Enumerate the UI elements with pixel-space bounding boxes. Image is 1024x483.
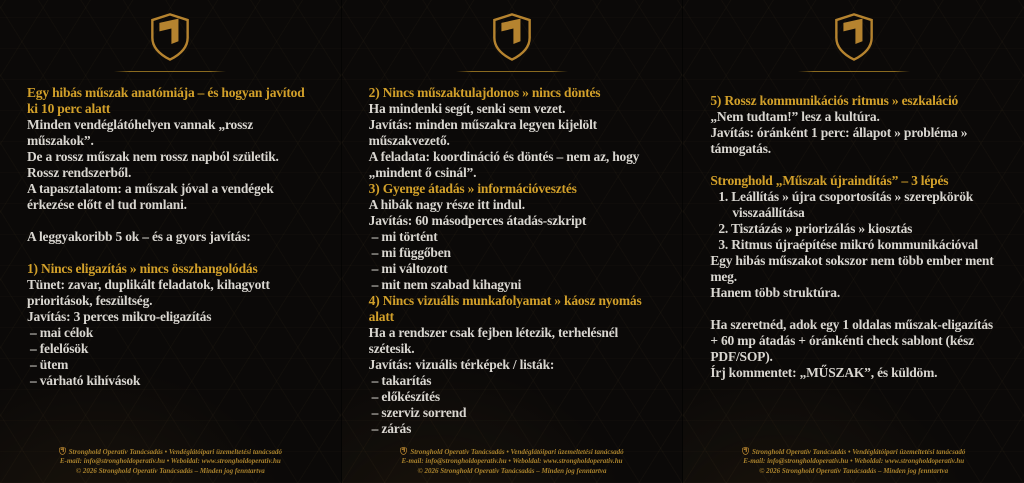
panel-content [0,72,341,389]
paragraph-line: „Nem tudtam!” lesz a kultúra. [710,109,880,124]
dash-list-item: – mit nem szabad kihagyni [371,277,522,292]
panel-header [342,0,683,72]
paragraph-line: Írj kommentet: „MŰSZAK”, és küldöm. [710,365,938,380]
footer-shield-icon [742,447,749,455]
dash-list-item: – mi függőben [371,245,451,260]
dash-list-item: – mi történt [371,229,438,244]
spacer [710,301,1000,317]
panel-footer [683,447,1024,477]
dash-list-item: – mai célok [30,325,94,340]
paragraph-line: A leggyakoribb 5 ok – és a gyors javítás: [27,229,251,244]
section-heading: Egy hibás műszak anatómiája – és hogyan javítod ki 10 perc alatt [27,85,305,116]
spacer [710,157,1000,173]
paragraph-line: Javítás: minden műszakra legyen kijelölt műszakvezető. [368,117,597,148]
panel-header [683,0,1024,72]
spacer [27,213,317,229]
paragraph-line: Ha mindenki segít, senki sem vezet. [368,101,566,116]
paragraph-line: A tapasztalatom: a műszak jóval a vendégek érkezése előtt el tud romlani. [27,181,274,212]
footer-shield-icon [400,447,407,455]
dash-list-item: – zárás [371,421,412,436]
paragraph-line: Rossz rendszerből. [27,165,132,180]
numbered-list-item: 2. Tisztázás » priorizálás » kiosztás [718,221,913,236]
paragraph-line: Ha a rendszer csak fejben létezik, terhelésnél szétesik. [368,325,619,356]
panel-2 [341,0,683,483]
section-heading: 5) Rossz kommunikációs ritmus » eszkaláció [710,93,959,108]
dash-list-item: – ütem [30,357,69,372]
panel-3 [682,0,1024,483]
dash-list-item: – felelősök [30,341,89,356]
numbered-list-item: 3. Ritmus újraépítése mikró kommunikációval [718,237,978,252]
footer-contact-line: E-mail: info@strongholdoperativ.hu • Weboldal: www.strongholdoperativ.hu [59,457,281,465]
dash-list-item: – várható kihívások [30,373,141,388]
footer-brand-line: Stronghold Operatív Tanácsadás • Vendéglátóipari üzemeltetési tanácsadó [751,447,966,456]
paragraph-line: Minden vendéglátóhelyen vannak „rossz műszakok”. [27,117,254,148]
footer-brand-line-wrap [683,447,1024,458]
stronghold-shield-logo [489,13,535,61]
footer-brand-line-wrap [342,447,683,458]
paragraph-line: Javítás: 3 perces mikro-eligazítás [27,309,212,324]
footer-contact-line: E-mail: info@strongholdoperativ.hu • Weboldal: www.strongholdoperativ.hu [743,457,965,465]
dash-list-item: – előkészítés [371,389,440,404]
paragraph-line: Ha szeretnéd, adok egy 1 oldalas műszak-eligazítás + 60 mp átadás + óránkénti check sablont (kész PDF/SOP). [710,317,993,364]
footer-copyright-line: © 2026 Stronghold Operatív Tanácsadás – Minden jog fenntartva [75,466,265,475]
panel-header [0,0,341,72]
footer-copyright-line: © 2026 Stronghold Operatív Tanácsadás – Minden jog fenntartva [417,466,607,475]
footer-brand-line: Stronghold Operatív Tanácsadás • Vendéglátóipari üzemeltetési tanácsadó [68,447,283,456]
stronghold-shield-logo [147,13,193,61]
panel-content [342,72,683,437]
panel-footer [342,447,683,477]
paragraph-line: Hanem több struktúra. [710,285,841,300]
footer-brand-line-wrap [0,447,341,458]
paragraph-line: Javítás: 60 másodperces átadás-szkript [368,213,587,228]
panel-1 [0,0,341,483]
footer-copyright-line: © 2026 Stronghold Operatív Tanácsadás – Minden jog fenntartva [759,466,949,475]
paragraph-line: Egy hibás műszakot sokszor nem több ember ment meg. [710,253,994,284]
spacer [27,245,317,261]
section-heading: 1) Nincs eligazítás » nincs összhangolódás [27,261,258,276]
paragraph-line: De a rossz műszak nem rossz napból születik. [27,149,279,164]
stronghold-shield-logo [831,13,877,61]
dash-list-item: – mi változott [371,261,448,276]
paragraph-line: Javítás: vizuális térképek / listák: [368,357,555,372]
paragraph-line: A feladata: koordináció és döntés – nem az, hogy „mindent ő csinál”. [368,149,640,180]
numbered-list-item: 1. Leállítás » újra csoportosítás » szerepkörök visszaállítása [718,189,974,220]
panel-content [683,72,1024,381]
paragraph-line: A hibák nagy része itt indul. [368,197,525,212]
section-heading: 3) Gyenge átadás » információvesztés [368,181,577,196]
section-heading: 4) Nincs vizuális munkafolyamat » káosz nyomás alatt [368,293,642,324]
panel-footer [0,447,341,477]
paragraph-line: Javítás: óránként 1 perc: állapot » probléma » támogatás. [710,125,968,156]
dash-list-item: – szerviz sorrend [371,405,467,420]
footer-contact-line: E-mail: info@strongholdoperativ.hu • Weboldal: www.strongholdoperativ.hu [401,457,623,465]
footer-shield-icon [59,447,66,455]
dash-list-item: – takarítás [371,373,432,388]
section-heading: 2) Nincs műszaktulajdonos » nincs döntés [368,85,601,100]
footer-brand-line: Stronghold Operatív Tanácsadás • Vendéglátóipari üzemeltetési tanácsadó [410,447,624,456]
paragraph-line: Tünet: zavar, duplikált feladatok, kihagyott prioritások, feszültség. [27,277,270,308]
section-heading: Stronghold „Műszak újraindítás” – 3 lépés [710,173,949,188]
